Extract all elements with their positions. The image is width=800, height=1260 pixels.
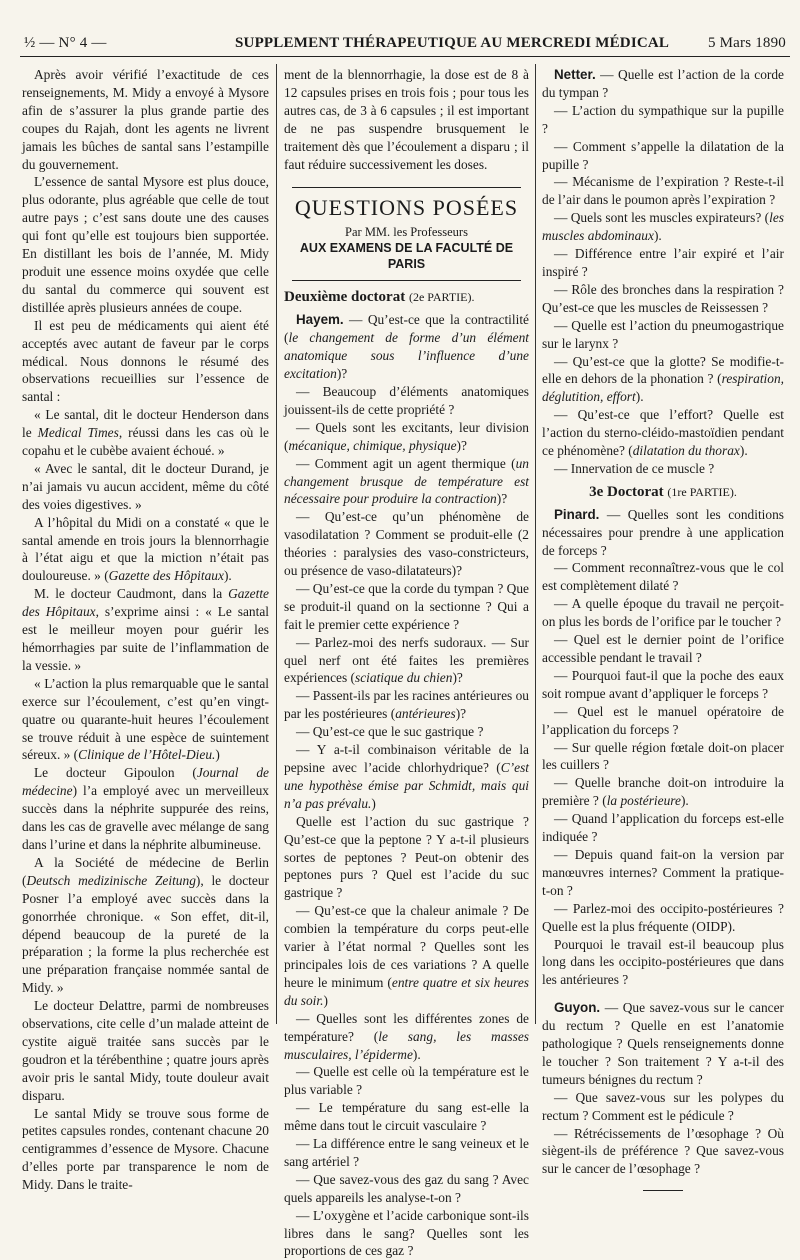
section-title: QUESTIONS POSÉES [294, 195, 519, 221]
question: — Qu’est-ce que la corde du tympan ? Que se produit-il quand on la sectionne ? Qui a fait le premier cette expérience ? [284, 580, 529, 632]
professor-name: Netter. [554, 67, 596, 82]
question: — Parlez-moi des occipito-postérieures ? Quelle est la plus fréquente (OIDP). [542, 900, 784, 934]
question: — Différence entre l’air expiré et l’air inspiré ? [542, 246, 784, 279]
question: — Qu’est-ce qu’un phénomène de vasodilatation ? Comment se produit-elle (2 théories : paralysies des vaso-constricteurs, ou présence de vaso-dilatateurs)? [284, 509, 529, 579]
question: — Innervation de ce muscle ? [554, 460, 715, 476]
question: — Que savez-vous sur les polypes du rectum ? Comment est le pédicule ? [542, 1089, 784, 1123]
paragraph: Le santal Midy se trouve sous forme de petites capsules rondes, contenant chacune 20 centigrammes d’essence de Mysore. Chacune d’elles porte par transparence le nom de Midy. Dans le traite- [22, 1105, 269, 1193]
question: — Comment s’appelle la dilatation de la pupille ? [542, 138, 784, 172]
question: — Quel est le manuel opératoire de l’application du forceps ? [542, 703, 784, 737]
exam-heading: Deuxième doctorat (2e PARTIE). [284, 289, 475, 306]
paragraph: Le docteur Gipoulon (Journal de médecine) l’a employé avec un merveilleux succès dans la néphrite suppurée des reins, dans les cas de gravelle avec mélange de sang dans l’urine et dans la néphrite albumineuse. [22, 765, 269, 852]
question: — Rôle des bronches dans la respiration ? Qu’est-ce que les muscles de Reissessen ? [542, 281, 784, 315]
question: — L’action du sympathique sur la pupille ? [542, 102, 784, 136]
question: — La différence entre le sang veineux et le sang artériel ? [284, 1136, 529, 1169]
column-divider [535, 64, 536, 1024]
question: Pourquoi le travail est-il beaucoup plus long dans les occipito-postérieures que dans les antérieures ? [542, 936, 784, 988]
question: — Pourquoi faut-il que la poche des eaux soit rompue avant d’appliquer le forceps ? [542, 667, 784, 701]
question: — Quels sont les muscles expirateurs? (les muscles abdominaux). [542, 210, 784, 244]
section-rule [292, 187, 521, 188]
issue-date: 5 Mars 1890 [707, 35, 786, 51]
quote-paragraph: « Le santal, dit le docteur Henderson dans le Medical Times, réussi dans les cas où le copahu et le cubèbe avaient échoué. » [22, 407, 269, 459]
question: — L’oxygène et l’acide carbonique sont-ils libres dans le sang? Quelles sont les proportions de ces gaz ? [284, 1207, 529, 1259]
question: — Quelles sont les différentes zones de température? (le sang, les masses musculaires, l’épiderme). [284, 1010, 529, 1062]
question: — Comment agit un agent thermique (un changement brusque de température est nécessaire pour produire la contraction)? [284, 455, 529, 507]
question: Hayem. — Qu’est-ce que la contractilité (le changement de forme d’un élément anatomique sous l’influence d’une excitation)? [284, 312, 529, 382]
question: — Quelle branche doit-on introduire la première ? (la postérieure). [542, 775, 784, 809]
paragraph: Le docteur Delattre, parmi de nombreuses observations, cite celle d’un malade atteint de cystite aiguë traitée sans succès par le goudron et la térébenthine ; quatre jours après avoir pris le santal Midy, toute douleur avait disparu. [22, 998, 269, 1103]
question: — Que savez-vous des gaz du sang ? Avec quels appareils les analyse-t-on ? [284, 1171, 529, 1205]
question: — Y a-t-il combinaison véritable de la pepsine avec l’acide chlorhydrique? (C’est une hypothèse émise par Schmidt, mais qui n’a pas prévalu.) [284, 742, 529, 811]
paragraph: L’essence de santal Mysore est plus douce, plus odorante, plus agréable que celle de tout autre pays ; c’est sans doute une des causes qui font qu’elle est toujours bien supportée. En distillant les bois de l’année, M. Midy produit une essence moins oxydée que celle du santal du commerce qui souvent est distillée après plusieurs années de coupe. [22, 174, 269, 315]
question: — Rétrécissements de l’œsophage ? Où siègent-ils de préférence ? Que savez-vous sur le cancer de l’œsophage ? [542, 1125, 784, 1177]
question: — Quels sont les excitants, leur division (mécanique, chimique, physique)? [284, 419, 529, 453]
paragraph: ment de la blennorrhagie, la dose est de 8 à 12 capsules prises en trois fois ; pour tous les autres cas, de 3 à 6 capsules ; il est important de ne pas suspendre brusquement le traitement dès que l’écoulement a disparu ; il faut réduire successivement les doses. [284, 67, 529, 172]
column-divider [276, 64, 277, 1024]
quote-paragraph: A l’hôpital du Midi on a constaté « que le santal amende en trois jours la blennorrhagie à l’état aigu et que la miction n’était pas douloureuse. » (Gazette des Hôpitaux). [22, 514, 269, 584]
page-number: ½ — N° 4 — [24, 35, 107, 51]
question: — Parlez-moi des nerfs sudoraux. — Sur quel nerf ont été faites les premières expériences (sciatique du chien)? [284, 634, 529, 686]
paragraph: Après avoir vérifié l’exactitude de ces renseignements, M. Midy a envoyé à Mysore afin de s’assurer la plus grande partie des coupes du Rajah, dont les agents ne livrent jamais les bûches de santal sans l’estampille du gouvernement. [22, 67, 269, 172]
quote-paragraph: « L’action la plus remarquable que le santal exerce sur l’écoulement, c’est qu’en vingt-quatre ou quarante-huit heures l’écoulement se trouve réduit à une espèce de suintement séreux. » (Clinique de l’Hôtel-Dieu.) [22, 675, 269, 763]
question: — Quelle est l’action du pneumogastrique sur le larynx ? [542, 317, 784, 351]
question: — Quelle est celle où la température est le plus variable ? [284, 1064, 529, 1098]
professor-name: Guyon. [554, 1000, 601, 1016]
question: — Qu’est-ce que la glotte? Se modifie-t-elle en dehors de la phonation ? (respiration, déglutition, effort). [542, 353, 784, 405]
question: — Mécanisme de l’expiration ? Reste-t-il de l’air dans le poumon après l’expiration ? [542, 174, 784, 208]
section-rule [292, 280, 521, 281]
question: — A quelle époque du travail ne perçoit-on plus les bords de l’orifice par le toucher ? [542, 596, 784, 630]
question: Guyon. — Que savez-vous sur le cancer du rectum ? Quelle en est l’anatomie pathologique ? Quels renseignements donne le toucher ? Son traitement ? Y a-t-il des tumeurs bénignes du rectum ? [542, 1000, 784, 1087]
question: — Quel est le dernier point de l’orifice accessible pendant le travail ? [542, 632, 784, 665]
end-rule [643, 1190, 683, 1191]
column-3 [542, 66, 784, 1191]
question: — Passent-ils par les racines antérieures ou par les postérieures (antérieures)? [284, 688, 529, 722]
professor-name: Hayem. [296, 312, 344, 328]
paragraph: Il est peu de médicaments qui aient été acceptés avec autant de faveur par le corps médical. Nous donnons le résumé des observations recueillies sur l’essence de santal : [22, 317, 269, 405]
question: — Comment reconnaîtrez-vous que le col est complètement dilaté ? [542, 560, 784, 594]
section-subtitle: AUX EXAMENS DE LA FACULTÉ DE PARIS [299, 241, 514, 272]
question: — Depuis quand fait-on la version par manœuvres internes? Comment la pratique-t-on ? [542, 846, 784, 898]
exam-heading: 3e Doctorat (1re PARTIE). [589, 483, 737, 500]
question: — Sur quelle région fœtale doit-on placer les cuillers ? [542, 739, 784, 773]
question: Quelle est l’action du suc gastrique ? Qu’est-ce que la peptone ? Y a-t-il plusieurs sortes de peptones ? Peut-on obtenir des peptones purs ? Quel est l’acide du suc gastrique ? [284, 813, 529, 901]
question: Netter. — Quelle est l’action de la corde du tympan ? [542, 67, 784, 100]
page-header [20, 34, 790, 57]
paragraph: A la Société de médecine de Berlin (Deutsch medizinische Zeitung), le docteur Posner l’a employé avec succès dans la gonorrhée chronique. « Son effet, dit-il, dépend beaucoup de la pureté de la préparation ; la forme la plus recherchée est une préparation française nommée santal de Midy. » [22, 854, 269, 996]
section-byline: Par MM. les Professeurs [345, 225, 468, 240]
quote-paragraph: M. le docteur Caudmont, dans la Gazette des Hôpitaux, s’exprime ainsi : « Le santal est le meilleur moyen pour guérir les hémorrhagies par suite de l’inflammation de la vessie. » [22, 586, 269, 673]
column-1 [22, 66, 269, 1194]
question: Pinard. — Quelles sont les conditions nécessaires pour prendre à une application de forceps ? [542, 506, 784, 558]
journal-title: SUPPLEMENT THÉRAPEUTIQUE AU MERCREDI MÉDICAL [235, 35, 670, 51]
question: — Qu’est-ce que l’effort? Quelle est l’action du sterno-cléido-mastoïdien pendant ce phénomène? (dilatation du thorax). [542, 407, 784, 459]
question: — Quand l’application du forceps est-elle indiquée ? [542, 811, 784, 845]
question: — Beaucoup d’éléments anatomiques jouissent-ils de cette propriété ? [284, 383, 529, 417]
question: — Le température du sang est-elle la même dans tout le circuit vasculaire ? [284, 1100, 529, 1134]
question: — Qu’est-ce que la chaleur animale ? De combien la température du corps peut-elle varier à l’état normal ? Quelles sont les principales lois de ces variations ? A quelle heure le minimum (entre quatre et six heures du soir.) [284, 903, 529, 1008]
professor-name: Pinard. [554, 506, 600, 522]
column-2 [284, 66, 529, 1260]
quote-paragraph: « Avec le santal, dit le docteur Durand, je n’ai jamais vu aucun accident, même du côté des voies digestives. » [22, 460, 269, 512]
question: — Qu’est-ce que le suc gastrique ? [296, 724, 484, 740]
